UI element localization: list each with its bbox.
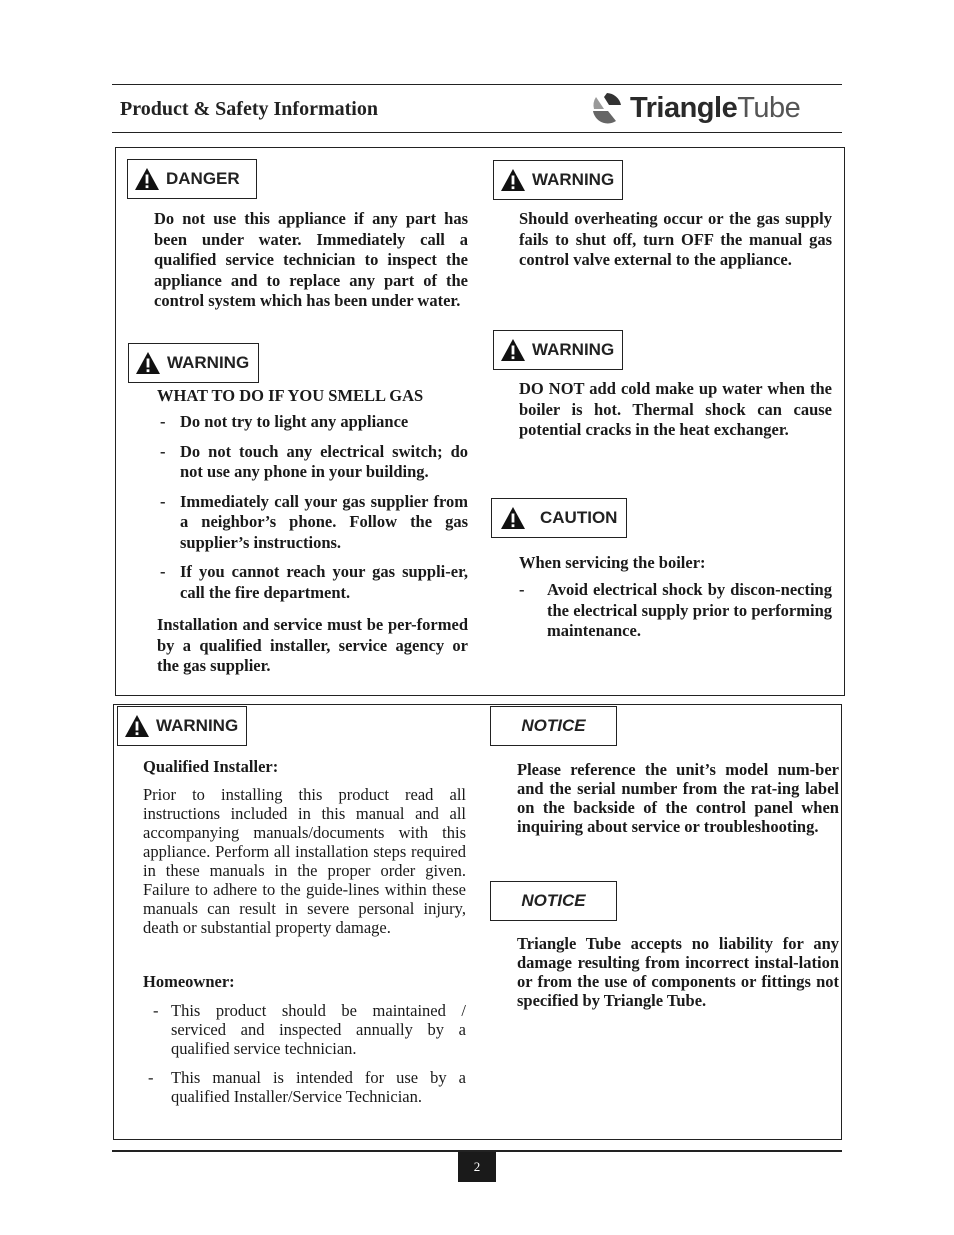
danger-label	[127, 159, 257, 199]
homeowner-list	[148, 1001, 466, 1106]
installation-service-text: Installation and service must be per-formed by a qualified installer, service agency or the gas supplier.	[157, 615, 468, 675]
cold-water-text: DO NOT add cold make up water when the boiler is hot. Thermal shock can cause potential cracks in the heat exchanger.	[519, 379, 832, 439]
notice-label-2-text: NOTICE	[521, 891, 586, 910]
notice-1-text: Please reference the unit’s model num-ber and the serial number from the rat-ing label on the backside of the control panel when inquiring about service or troubleshooting.	[517, 760, 839, 836]
warning-triangle-icon	[134, 167, 160, 191]
triangle-tube-logo	[590, 88, 800, 128]
homeowner-heading: Homeowner:	[143, 972, 235, 991]
danger-label-text: DANGER	[166, 169, 240, 188]
header-rule-top	[112, 84, 842, 85]
list-item: - Immediately call your gas supplier from a neighbor’s phone. Follow the gas supplier’s instructions.	[160, 491, 468, 552]
list-item: - If you cannot reach your gas suppli-er, call the fire department.	[160, 562, 468, 602]
list-item: - Do not try to light any appliance	[160, 412, 409, 431]
list-item: - This manual is intended for use by a qualified Installer/Service Technician.	[148, 1068, 466, 1106]
page-number: 2	[458, 1152, 496, 1182]
smell-gas-list	[160, 412, 468, 603]
gas-warning-label	[128, 343, 259, 383]
gas-warning-label-text: WARNING	[167, 353, 250, 372]
warning-triangle-icon	[500, 506, 526, 530]
caution-list	[519, 580, 832, 642]
warning-triangle-icon	[500, 168, 526, 192]
warning-triangle-icon	[500, 338, 526, 362]
warning-triangle-icon	[135, 351, 161, 375]
logo-mark-icon	[590, 91, 624, 125]
qualified-installer-heading: Qualified Installer:	[143, 757, 279, 776]
overheat-warning-label	[493, 160, 623, 200]
header-rule-bottom	[112, 132, 842, 133]
overheat-text: Should overheating occur or the gas supply fails to shut off, turn OFF the manual gas control valve external to the appliance.	[519, 209, 832, 269]
cold-water-warning-label	[493, 330, 623, 370]
list-item: - Do not touch any electrical switch; do not use any phone in your building.	[160, 441, 468, 481]
installer-warning-label-text: WARNING	[156, 716, 239, 735]
notice-label-1	[490, 706, 617, 746]
notice-label-1-text: NOTICE	[521, 716, 586, 735]
logo-wordmark: TriangleTube	[630, 91, 801, 124]
page-title: Product & Safety Information	[120, 98, 378, 120]
caution-intro: When servicing the boiler:	[519, 553, 706, 572]
cold-water-warning-label-text: WARNING	[532, 340, 615, 359]
danger-text: Do not use this appliance if any part has been under water. Immediately call a qualified service technician to inspect the appliance and to replace any part of the control system which has been under water.	[154, 209, 468, 310]
warning-triangle-icon	[124, 714, 150, 738]
overheat-warning-label-text: WARNING	[532, 170, 615, 189]
caution-label	[491, 498, 627, 538]
notice-label-2	[490, 881, 617, 921]
notice-2-text: Triangle Tube accepts no liability for any damage resulting from incorrect instal-lation or from the use of components or fittings not specified by Triangle Tube.	[517, 934, 839, 1010]
caution-label-text: CAUTION	[540, 508, 618, 527]
list-item: - Avoid electrical shock by discon-necting the electrical supply prior to performing maintenance.	[519, 580, 832, 640]
list-item: - This product should be maintained / serviced and inspected annually by a qualified service technician.	[153, 1001, 466, 1058]
qualified-installer-text: Prior to installing this product read all instructions included in this manual and all accompanying manuals/documents with this appliance. Perform all installation steps required in these manuals in the proper order given. Failure to adhere to the guide-lines within these manuals can result in severe personal injury, death or substantial property damage.	[143, 785, 466, 937]
installer-warning-label	[117, 706, 247, 746]
smell-gas-heading: WHAT TO DO IF YOU SMELL GAS	[157, 386, 424, 405]
